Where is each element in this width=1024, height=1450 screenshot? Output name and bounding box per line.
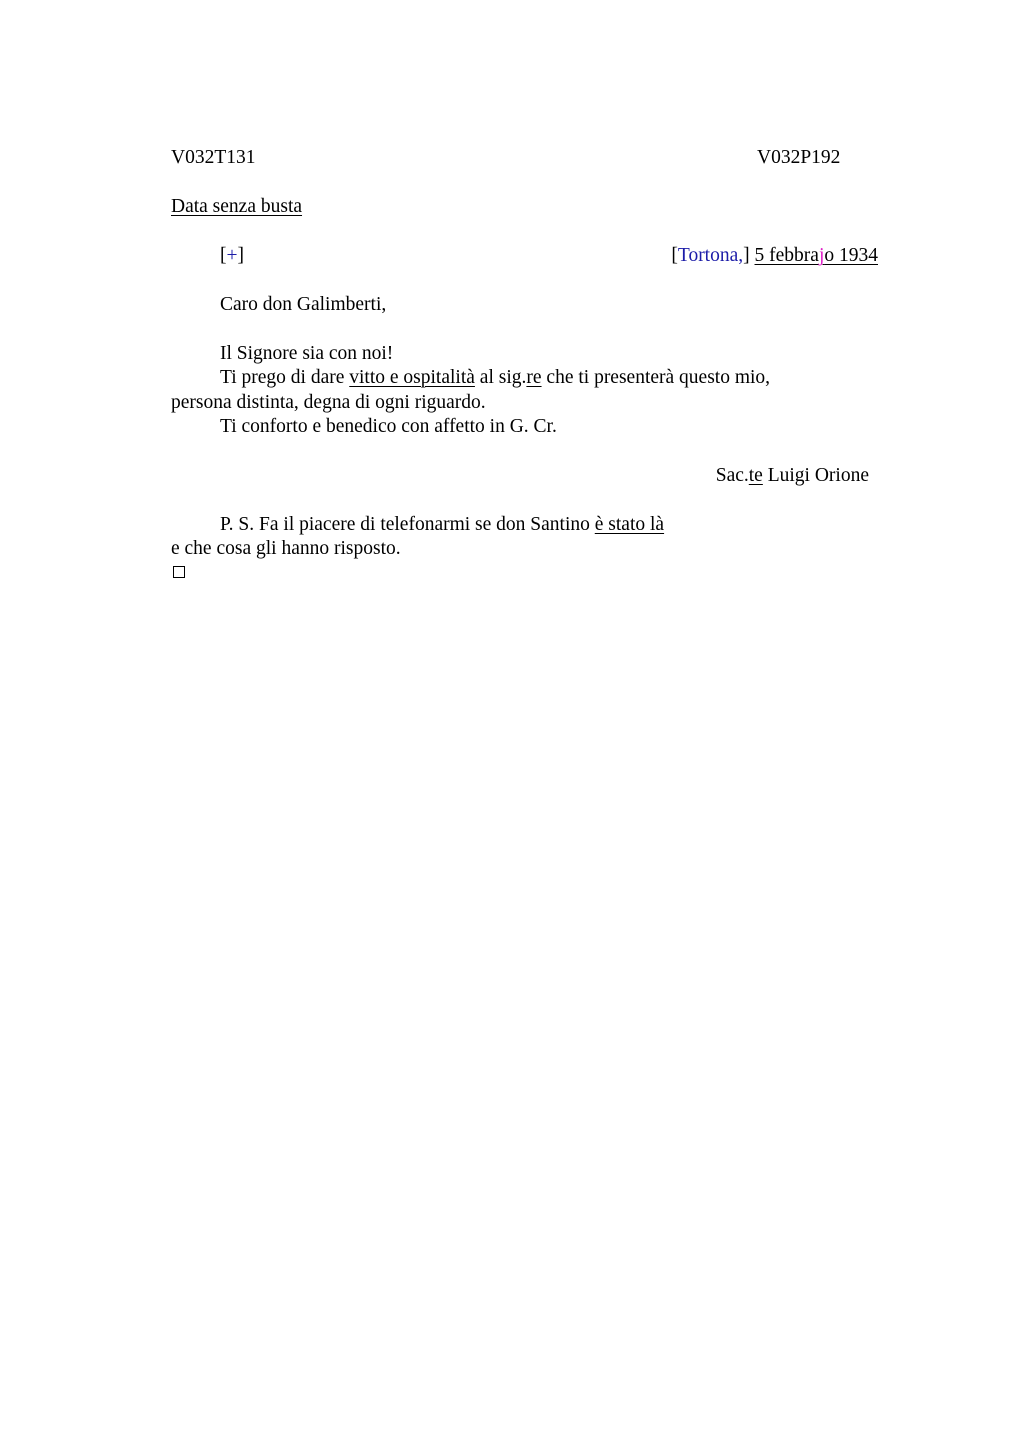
date-highlight: j [818,245,825,266]
envelope-note: Data senza busta [171,196,303,217]
cross-mark [220,244,244,268]
end-square-icon [173,566,185,578]
postscript-line-1 [220,513,664,537]
postscript-line-2: e che cosa gli hanno risposto. [171,538,401,559]
place-close-bracket: ] [743,245,750,266]
body-line-4: Ti conforto e benedico con affetto in G. Cr. [220,416,557,437]
body-line-3: persona distinta, degna di ogni riguardo. [171,392,486,413]
right-code: V032P192 [757,147,841,168]
place-open-bracket: [ [671,245,678,266]
date [755,245,878,266]
signature-title: Sac. [715,465,749,486]
date-part-2: o 1934 [824,245,878,266]
cross-close-bracket: ] [237,245,244,266]
dateline [671,244,878,268]
body-line-2-e: che ti presenterà questo mio, [541,367,771,388]
signature-name: Luigi Orione [762,465,869,486]
left-code: V032T131 [171,147,256,168]
salutation: Caro don Galimberti, [220,294,387,315]
body-line-2-c: al sig. [474,367,527,388]
body-line-2 [220,366,770,390]
cross-symbol: + [226,245,238,266]
body-line-2-a: Ti prego di dare [220,367,350,388]
body-line-1: Il Signore sia con noi! [220,343,394,364]
date-part-1: 5 febbra [754,245,819,266]
place-name: Tortona, [677,245,744,266]
signature [716,464,869,488]
cross-open-bracket: [ [220,245,227,266]
signature-title-suffix: te [748,465,763,486]
postscript-line-1-a: P. S. Fa il piacere di telefonarmi se don Santino [220,514,595,535]
postscript-line-1-underlined: è stato là [594,514,665,535]
body-line-2-underlined: vitto e ospitalità [349,367,475,388]
body-line-2-superscript: re [526,367,542,388]
